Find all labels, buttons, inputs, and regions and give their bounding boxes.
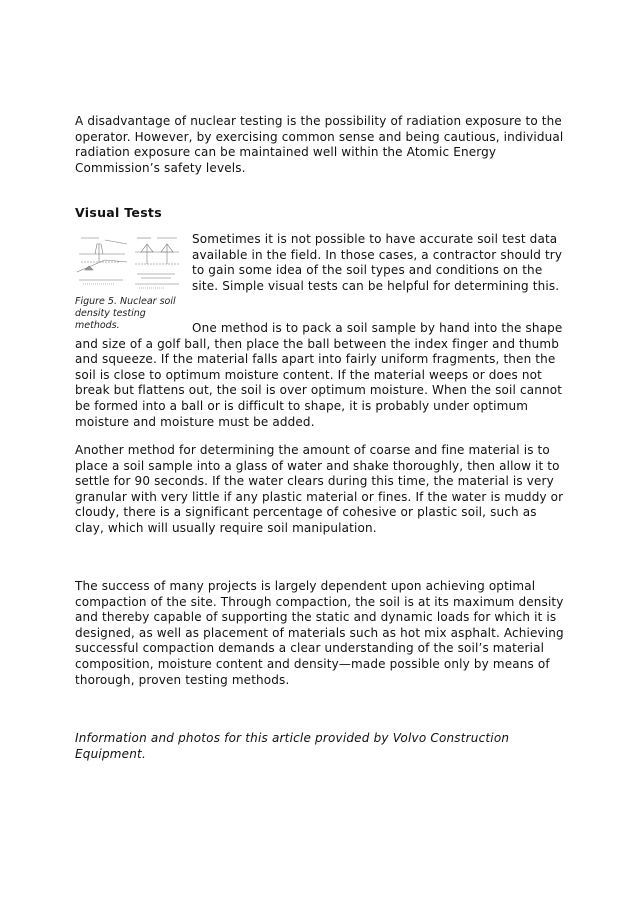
visual-tests-paragraph-2 (75, 321, 565, 430)
visual-tests-paragraph-3: Another method for determining the amount of coarse and fine material is to place a soil sample into a glass of water and shake thoroughly, then allow it to settle for 90 seconds. If the water clears during this time, the material is very granular with very little if any plastic material or fines. If the water is muddy or cloudy, there is a significant percentage of cohesive or plastic soil, such as clay, which will usually require soil manipulation. (75, 443, 564, 535)
visual-tests-paragraph-1: Sometimes it is not possible to have accurate soil test data available in the field. In those cases, a contractor should try to gain some idea of the soil types and conditions on the site. Simple visual tests can be helpful for determining this. (192, 232, 563, 293)
soil-testing-diagram-icon (75, 232, 185, 292)
credit-line: Information and photos for this article provided by Volvo Construction Equipment. (75, 731, 510, 761)
figure-caption: Figure 5. Nuclear soil density testing methods. (75, 296, 176, 331)
visual-tests-paragraph-2-block (75, 321, 565, 430)
figure-5 (75, 232, 185, 332)
visual-tests-paragraph-2-text: One method is to pack a soil sample by hand into the shape and size of a golf ball, then place the ball between the index finger and thumb and squeeze. If the material falls apart into fairly uniform fragments, then the soil is close to optimum moisture content. If the material weeps or does not break but flattens out, the soil is over optimum moisture. When the soil cannot be formed into a ball or is difficult to shape, it is probably under optimum moisture and moisture must be added. (75, 321, 563, 429)
section-heading-visual-tests: Visual Tests (75, 205, 162, 220)
intro-paragraph: A disadvantage of nuclear testing is the possibility of radiation exposure to the operator. However, by exercising common sense and being cautious, individual radiation exposure can be maintained well within the Atomic Energy Commission’s safety levels. (75, 114, 564, 175)
conclusion-paragraph: The success of many projects is largely dependent upon achieving optimal compaction of the site. Through compaction, the soil is at its maximum density and thereby capable of supporting the static and dynamic loads for which it is designed, as well as placement of materials such as hot mix asphalt. Achieving successful compaction demands a clear understanding of the soil’s material composition, moisture content and density—made possible only by means of thorough, proven testing methods. (75, 579, 564, 687)
